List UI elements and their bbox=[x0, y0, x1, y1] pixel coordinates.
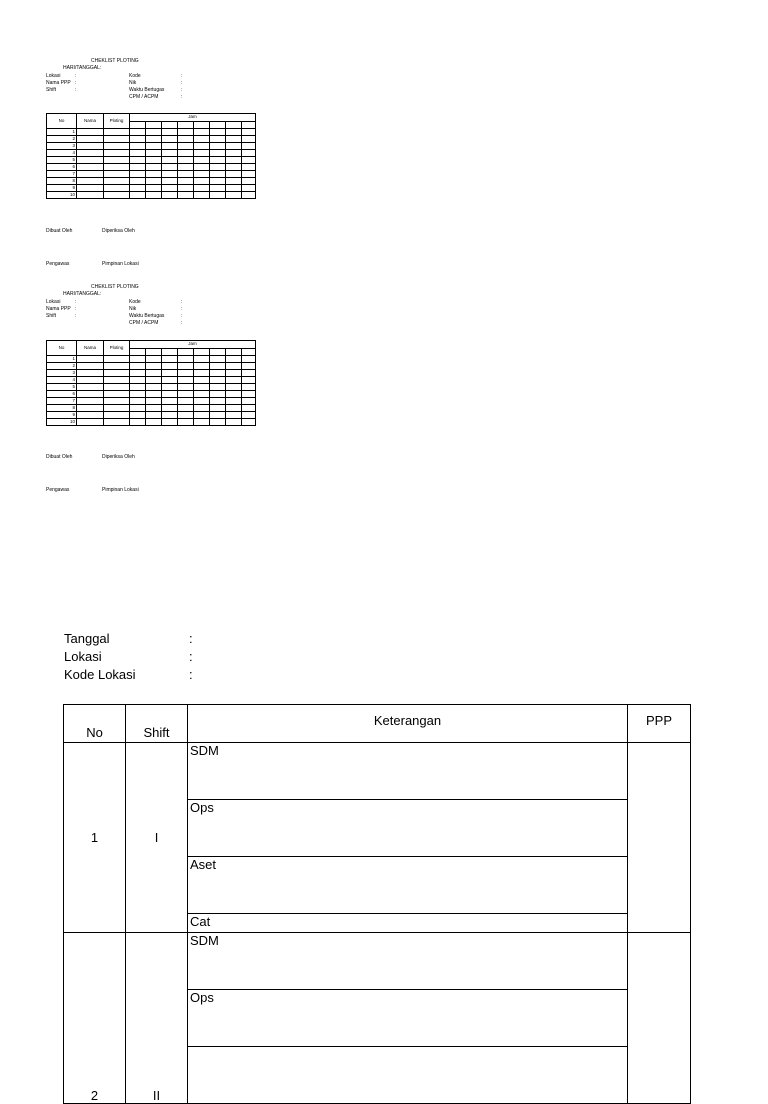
sig-supervisor: Pengawas bbox=[46, 261, 70, 267]
sig-leader: Pimpinan Lokasi bbox=[102, 261, 139, 267]
table-row: 6 bbox=[47, 164, 256, 171]
field-label-tanggal: Tanggal bbox=[64, 631, 110, 646]
header-shift: Shift bbox=[126, 705, 188, 743]
row-no: 1 bbox=[64, 743, 126, 933]
row-shift: I bbox=[126, 743, 188, 933]
sig-checked-by: Diperiksa Oleh bbox=[102, 454, 135, 460]
field-sep: : bbox=[75, 313, 77, 319]
field-sep: : bbox=[181, 299, 183, 305]
header-ppp: PPP bbox=[628, 705, 691, 743]
field-sep: : bbox=[181, 320, 183, 326]
table-row: 1 bbox=[47, 129, 256, 136]
table-row: 2 bbox=[47, 363, 256, 370]
field-sep: : bbox=[189, 667, 193, 682]
table-row: 5 bbox=[47, 157, 256, 164]
table-row: 7 bbox=[47, 398, 256, 405]
field-label: Waktu Bertugas bbox=[129, 313, 165, 319]
field-label: Nik bbox=[129, 306, 137, 312]
keterangan-item: SDM bbox=[188, 933, 628, 990]
field-sep: : bbox=[181, 94, 183, 100]
field-sep: : bbox=[75, 80, 77, 86]
table-row: 10 bbox=[47, 192, 256, 199]
field-label: Shift bbox=[46, 313, 57, 319]
field-label: Lokasi bbox=[46, 299, 61, 305]
ppp-cell bbox=[628, 743, 691, 933]
table-row: 8 bbox=[47, 178, 256, 185]
keterangan-item: Cat bbox=[188, 914, 628, 933]
report-table bbox=[63, 704, 691, 1104]
sig-supervisor: Pengawas bbox=[46, 487, 70, 493]
table-row: 5 bbox=[47, 384, 256, 391]
field-sep: : bbox=[181, 80, 183, 86]
date-label: HARI/TANGGAL: bbox=[63, 291, 102, 297]
table-row: 4 bbox=[47, 377, 256, 384]
field-label: Kode bbox=[129, 73, 141, 79]
field-label-lokasi: Lokasi bbox=[64, 649, 102, 664]
field-sep: : bbox=[181, 306, 183, 312]
keterangan-item: Aset bbox=[188, 857, 628, 914]
field-label: CPM / ACPM bbox=[129, 320, 159, 326]
table-row: 3 bbox=[47, 143, 256, 150]
field-sep: : bbox=[181, 73, 183, 79]
table-row: 9 bbox=[47, 185, 256, 192]
header-keterangan: Keterangan bbox=[188, 705, 628, 743]
table-row: 9 bbox=[47, 412, 256, 419]
row-shift: II bbox=[126, 933, 188, 1104]
table-row: 1 bbox=[47, 356, 256, 363]
field-sep: : bbox=[75, 299, 77, 305]
field-label: Waktu Bertugas bbox=[129, 87, 165, 93]
date-label: HARI/TANGGAL: bbox=[63, 65, 102, 71]
table-row: 3 bbox=[47, 370, 256, 377]
keterangan-item: Ops bbox=[188, 990, 628, 1047]
header-ploting: Ploting bbox=[104, 114, 130, 129]
table-row: 2 bbox=[47, 136, 256, 143]
ploting-table bbox=[46, 340, 256, 426]
field-label: Nik bbox=[129, 80, 137, 86]
field-sep: : bbox=[181, 87, 183, 93]
header-nama: Nama bbox=[77, 114, 104, 129]
field-sep: : bbox=[75, 73, 77, 79]
header-no: No bbox=[47, 341, 77, 356]
header-no: No bbox=[47, 114, 77, 129]
field-sep: : bbox=[181, 313, 183, 319]
table-row: 8 bbox=[47, 405, 256, 412]
header-no: No bbox=[64, 705, 126, 743]
ploting-table bbox=[46, 113, 256, 199]
table-row: 7 bbox=[47, 171, 256, 178]
sig-leader: Pimpinan Lokasi bbox=[102, 487, 139, 493]
sig-made-by: Dibuat Oleh bbox=[46, 228, 73, 234]
table-row: 6 bbox=[47, 391, 256, 398]
field-label-kode-lokasi: Kode Lokasi bbox=[64, 667, 136, 682]
header-jam: Jam bbox=[130, 341, 256, 349]
header-ploting: Ploting bbox=[104, 341, 130, 356]
keterangan-item: SDM bbox=[188, 743, 628, 800]
ppp-cell bbox=[628, 933, 691, 1104]
header-nama: Nama bbox=[77, 341, 104, 356]
field-sep: : bbox=[75, 87, 77, 93]
sig-made-by: Dibuat Oleh bbox=[46, 454, 73, 460]
field-label: Nama PPP bbox=[46, 80, 71, 86]
table-row: 10 bbox=[47, 419, 256, 426]
table-row: 4 bbox=[47, 150, 256, 157]
keterangan-item: Ops bbox=[188, 800, 628, 857]
field-label: Shift bbox=[46, 87, 57, 93]
checklist-title: CHEKLIST PLOTING bbox=[91, 58, 139, 64]
checklist-title: CHEKLIST PLOTING bbox=[91, 284, 139, 290]
field-label: Kode bbox=[129, 299, 141, 305]
row-no: 2 bbox=[64, 933, 126, 1104]
field-label: CPM / ACPM bbox=[129, 94, 159, 100]
sig-checked-by: Diperiksa Oleh bbox=[102, 228, 135, 234]
field-sep: : bbox=[189, 631, 193, 646]
field-sep: : bbox=[75, 306, 77, 312]
field-sep: : bbox=[189, 649, 193, 664]
field-label: Lokasi bbox=[46, 73, 61, 79]
field-label: Nama PPP bbox=[46, 306, 71, 312]
header-jam: Jam bbox=[130, 114, 256, 122]
